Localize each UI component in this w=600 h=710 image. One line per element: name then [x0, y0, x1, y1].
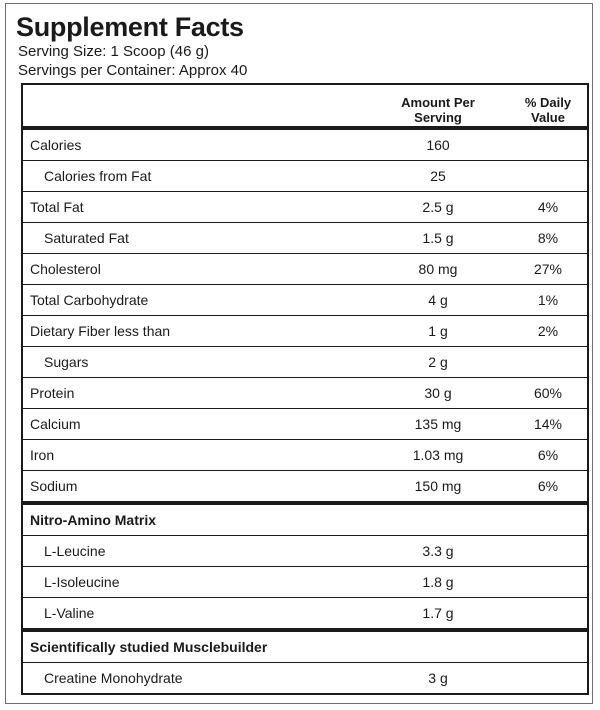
- nutrient-amount: 160: [426, 137, 450, 153]
- facts-table: [21, 83, 589, 695]
- nutrient-amount: 3 g: [428, 670, 448, 686]
- nutrient-daily-value: 8%: [537, 230, 559, 246]
- row-calcium: [23, 409, 587, 440]
- nutrient-amount: 80 mg: [418, 261, 458, 277]
- nutrient-amount: 1.5 g: [422, 230, 454, 246]
- row-creatine-monohydrate: [23, 663, 587, 694]
- nutrient-amount: 135 mg: [414, 416, 462, 432]
- nutrient-name: Total Fat: [30, 199, 84, 215]
- nutrient-name: Sugars: [44, 354, 89, 370]
- dv-header-line1: % Daily: [524, 95, 572, 110]
- nutrient-name: Iron: [30, 447, 55, 463]
- row-iron: [23, 440, 587, 471]
- row-total-fat: [23, 192, 587, 223]
- row-cholesterol: [23, 254, 587, 285]
- nutrient-amount: 2.5 g: [422, 199, 454, 215]
- nutrient-amount: 1.7 g: [422, 605, 454, 621]
- dv-header-line2: Value: [531, 110, 565, 125]
- nutrient-daily-value: 27%: [533, 261, 563, 277]
- nutrient-name: Total Carbohydrate: [30, 292, 149, 308]
- nutrient-daily-value: 6%: [537, 478, 559, 494]
- nutrient-amount: 1 g: [428, 323, 448, 339]
- nutrient-amount: 25: [430, 168, 446, 184]
- nutrient-daily-value: 2%: [537, 323, 559, 339]
- row-sodium: [23, 471, 587, 505]
- amount-header-line2: Serving: [414, 110, 462, 125]
- nutrient-amount: 4 g: [428, 292, 448, 308]
- nutrient-daily-value: 6%: [537, 447, 559, 463]
- nutrient-daily-value: 60%: [533, 385, 563, 401]
- row-total-carbohydrate: [23, 285, 587, 316]
- row-l-isoleucine: [23, 567, 587, 598]
- label-title: Supplement Facts: [16, 12, 244, 42]
- nutrient-name: Cholesterol: [30, 261, 101, 277]
- amount-per-serving-header: [383, 95, 493, 125]
- nutrient-amount: 3.3 g: [422, 543, 454, 559]
- nutrient-name: L-Leucine: [44, 543, 106, 559]
- row-l-valine: [23, 598, 587, 632]
- nutrient-name: Protein: [30, 385, 75, 401]
- row-calories: [23, 130, 587, 161]
- row-calories-from-fat: [23, 161, 587, 192]
- nutrient-name: Sodium: [30, 478, 78, 494]
- nutrient-daily-value: 14%: [533, 416, 563, 432]
- section-heading: Scientifically studied Musclebuilder: [30, 639, 268, 655]
- nutrient-name: Creatine Monohydrate: [44, 670, 183, 686]
- nutrient-name: L-Isoleucine: [44, 574, 120, 590]
- serving-size: Serving Size: 1 Scoop (46 g): [18, 43, 209, 60]
- nutrient-amount: 30 g: [424, 385, 452, 401]
- nutrient-daily-value: 4%: [537, 199, 559, 215]
- nutrient-amount: 2 g: [428, 354, 448, 370]
- section-heading: Nitro-Amino Matrix: [30, 512, 156, 528]
- supplement-facts-panel: [5, 3, 593, 704]
- nutrient-name: Dietary Fiber less than: [30, 323, 171, 339]
- nutrient-amount: 1.8 g: [422, 574, 454, 590]
- nutrient-daily-value: 1%: [537, 292, 559, 308]
- nutrient-name: Calcium: [30, 416, 81, 432]
- row-protein: [23, 378, 587, 409]
- row-l-leucine: [23, 536, 587, 567]
- row-sugars: [23, 347, 587, 378]
- nutrient-amount: 150 mg: [414, 478, 462, 494]
- section-musclebuilder: [23, 632, 587, 663]
- section-nitro-amino-matrix: [23, 505, 587, 536]
- row-dietary-fiber: [23, 316, 587, 347]
- amount-header-line1: Amount Per: [401, 95, 475, 110]
- nutrient-amount: 1.03 mg: [412, 447, 464, 463]
- nutrient-name: Calories from Fat: [44, 168, 152, 184]
- row-saturated-fat: [23, 223, 587, 254]
- nutrient-name: Saturated Fat: [44, 230, 129, 246]
- servings-per-container: Servings per Container: Approx 40: [18, 62, 248, 79]
- nutrient-name: Calories: [30, 137, 82, 153]
- nutrient-name: L-Valine: [44, 605, 95, 621]
- table-header: [23, 85, 587, 130]
- daily-value-header: [513, 95, 583, 125]
